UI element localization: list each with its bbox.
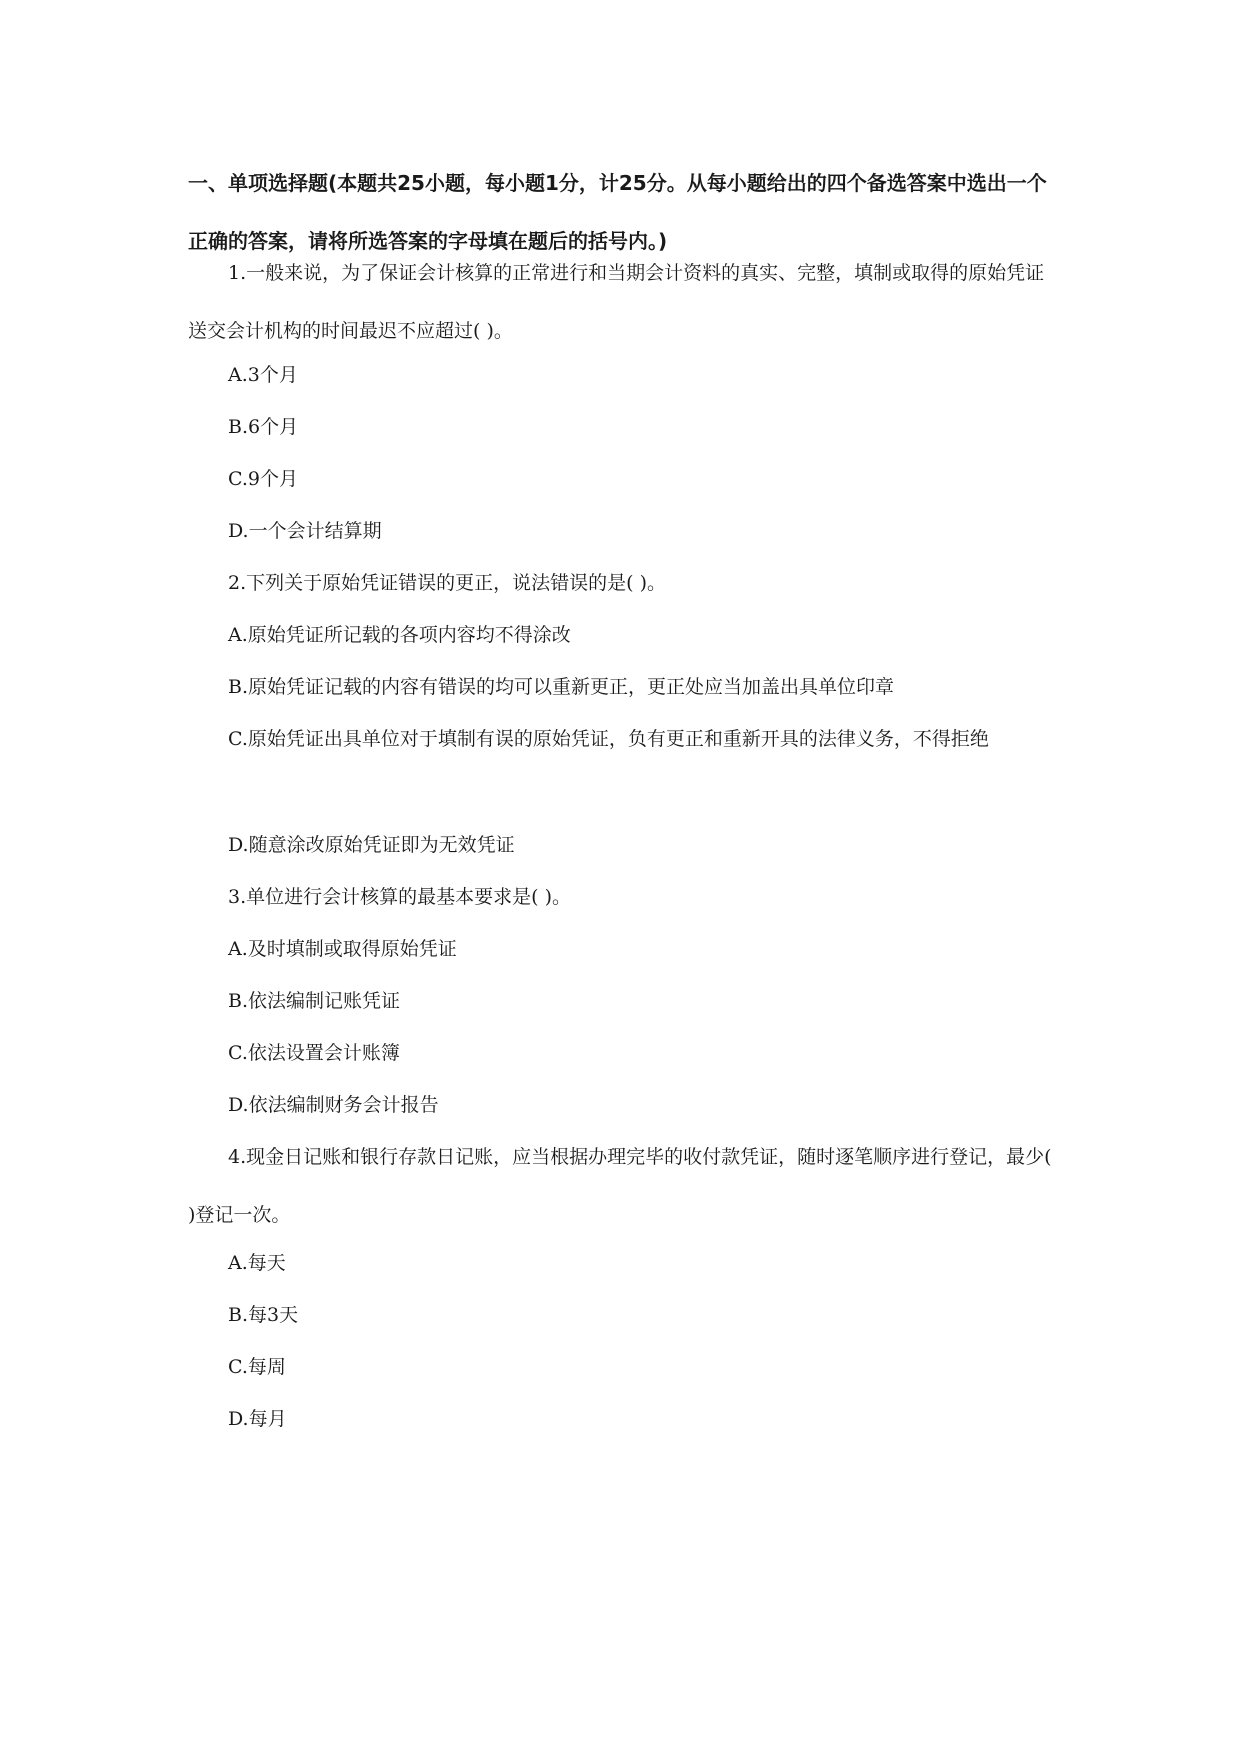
question-4-option-c: C.每周: [228, 1356, 286, 1378]
question-3-option-c: C.依法设置会计账簿: [228, 1042, 400, 1064]
question-3-option-b: B.依法编制记账凭证: [228, 990, 401, 1012]
question-2-option-b: B.原始凭证记载的内容有错误的均可以重新更正，更正处应当加盖出具单位印章: [228, 676, 895, 698]
question-4-option-b: B.每3天: [228, 1304, 299, 1326]
question-1-option-b: B.6个月: [228, 416, 299, 438]
question-2-option-d: D.随意涂改原始凭证即为无效凭证: [228, 834, 515, 856]
question-1-stem: 1.一般来说，为了保证会计核算的正常进行和当期会计资料的真实、完整，填制或取得的原始凭证送交会计机构的时间最迟不应超过( )。: [188, 262, 1045, 342]
question-3-option-a: A.及时填制或取得原始凭证: [228, 938, 457, 960]
question-2-option-c: C.原始凭证出具单位对于填制有误的原始凭证，负有更正和重新开具的法律义务，不得拒绝: [228, 728, 989, 750]
question-1-option-c: C.9个月: [228, 468, 298, 490]
question-4-stem: 4.现金日记账和银行存款日记账，应当根据办理完毕的收付款凭证，随时逐笔顺序进行登记，最少( )登记一次。: [188, 1146, 1052, 1226]
question-3-option-d: D.依法编制财务会计报告: [228, 1094, 439, 1116]
question-4-option-d: D.每月: [228, 1408, 287, 1430]
question-1-option-d: D.一个会计结算期: [228, 520, 382, 542]
question-2-stem: 2.下列关于原始凭证错误的更正，说法错误的是( )。: [228, 572, 666, 594]
question-1-option-a: A.3个月: [228, 364, 298, 386]
question-2-option-a: A.原始凭证所记载的各项内容均不得涂改: [228, 624, 571, 646]
section-heading: 一、单项选择题(本题共25小题，每小题1分，计25分。从每小题给出的四个备选答案中选出一个正确的答案，请将所选答案的字母填在题后的括号内。): [188, 171, 1047, 253]
question-4-option-a: A.每天: [228, 1252, 286, 1274]
question-3-stem: 3.单位进行会计核算的最基本要求是( )。: [228, 886, 571, 908]
